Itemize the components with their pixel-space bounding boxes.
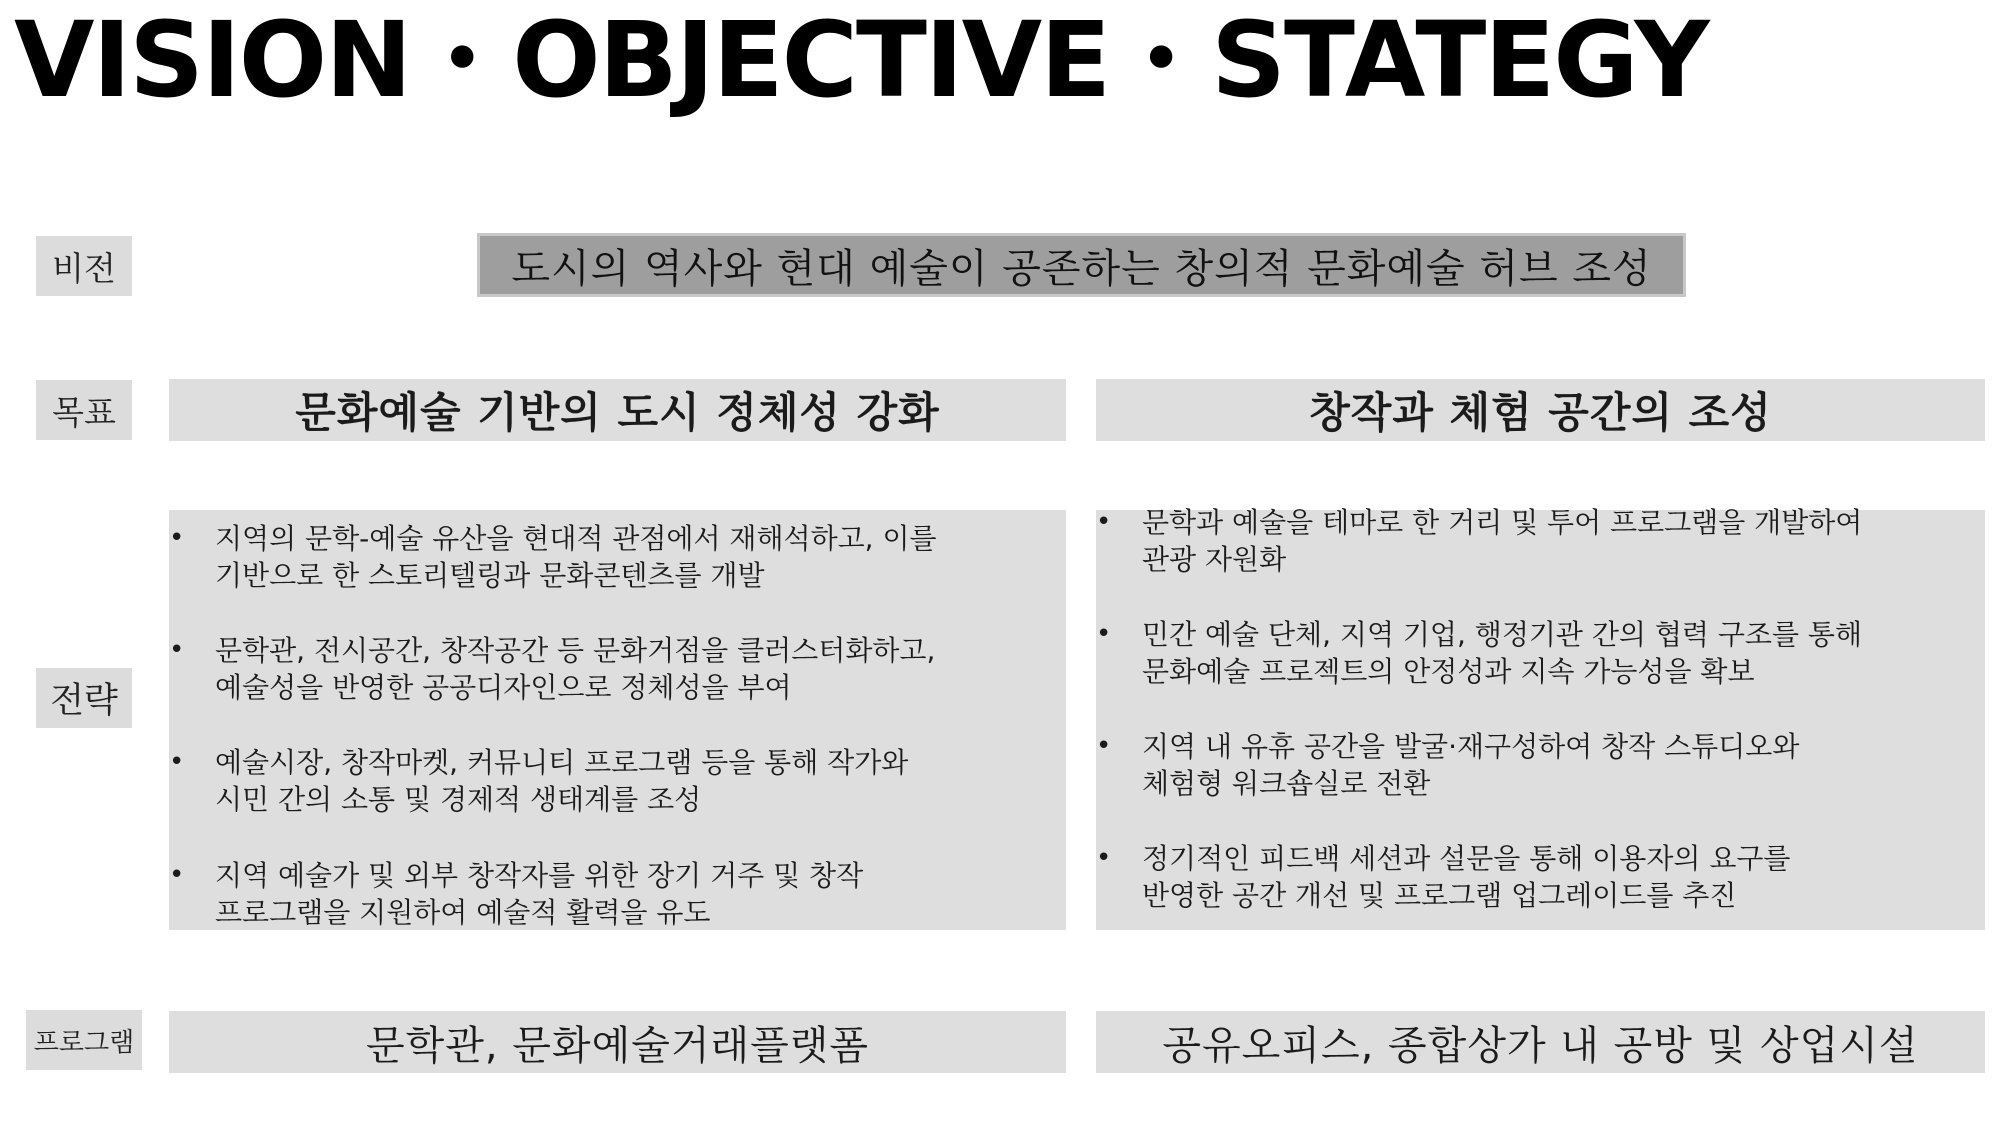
bullet-icon: • — [169, 747, 185, 777]
label-program: 프로그램 — [26, 1010, 142, 1070]
strategy-text-line: 기반으로 한 스토리텔링과 문화콘텐츠를 개발 — [215, 559, 765, 592]
bullet-icon: • — [1096, 619, 1112, 649]
strategy-left-box — [169, 510, 1066, 930]
strategy-text-line: 예술시장, 창작마켓, 커뮤니티 프로그램 등을 통해 작가와 — [215, 746, 909, 779]
program-left: 문학관, 문화예술거래플랫폼 — [169, 1011, 1066, 1073]
strategy-text-line: 문학관, 전시공간, 창작공간 등 문화거점을 클러스터화하고, — [215, 634, 936, 667]
strategy-text-line: 문화예술 프로젝트의 안정성과 지속 가능성을 확보 — [1142, 655, 1755, 688]
strategy-text-line: 지역 내 유휴 공간을 발굴·재구성하여 창작 스튜디오와 — [1142, 730, 1800, 763]
strategy-text-line: 민간 예술 단체, 지역 기업, 행정기관 간의 협력 구조를 통해 — [1142, 618, 1863, 651]
strategy-text-line: 예술성을 반영한 공공디자인으로 정체성을 부여 — [215, 671, 792, 704]
label-vision: 비전 — [36, 236, 132, 296]
program-right: 공유오피스, 종합상가 내 공방 및 상업시설 — [1096, 1011, 1985, 1073]
strategy-text-line: 체험형 워크숍실로 전환 — [1142, 767, 1431, 800]
strategy-text-line: 정기적인 피드백 세션과 설문을 통해 이용자의 요구를 — [1142, 842, 1791, 875]
vision-statement: 도시의 역사와 현대 예술이 공존하는 창의적 문화예술 허브 조성 — [477, 233, 1686, 297]
strategy-text-line: 지역 예술가 및 외부 창작자를 위한 장기 거주 및 창작 — [215, 859, 864, 892]
strategy-text-line: 시민 간의 소통 및 경제적 생태계를 조성 — [215, 783, 702, 816]
label-strategy: 전략 — [36, 668, 132, 728]
page-title: VISION・OBJECTIVE・STATEGY — [14, 0, 1708, 121]
strategy-right-box — [1096, 506, 1985, 930]
strategy-text-line: 프로그램을 지원하여 예술적 활력을 유도 — [215, 896, 711, 929]
goal-right: 창작과 체험 공간의 조성 — [1096, 379, 1985, 441]
bullet-icon: • — [169, 635, 185, 665]
goal-left: 문화예술 기반의 도시 정체성 강화 — [169, 379, 1066, 441]
bullet-icon: • — [169, 523, 185, 553]
strategy-text-line: 관광 자원화 — [1142, 543, 1287, 576]
strategy-text-line: 반영한 공간 개선 및 프로그램 업그레이드를 추진 — [1142, 879, 1737, 912]
strategy-text-line: 지역의 문학-예술 유산을 현대적 관점에서 재해석하고, 이를 — [215, 522, 937, 555]
bullet-icon: • — [169, 860, 185, 890]
label-goal: 목표 — [36, 380, 132, 440]
bullet-icon: • — [1096, 843, 1112, 873]
bullet-icon: • — [1096, 731, 1112, 761]
strategy-text-line: 문학과 예술을 테마로 한 거리 및 투어 프로그램을 개발하여 — [1142, 506, 1863, 539]
bullet-icon: • — [1096, 507, 1112, 537]
